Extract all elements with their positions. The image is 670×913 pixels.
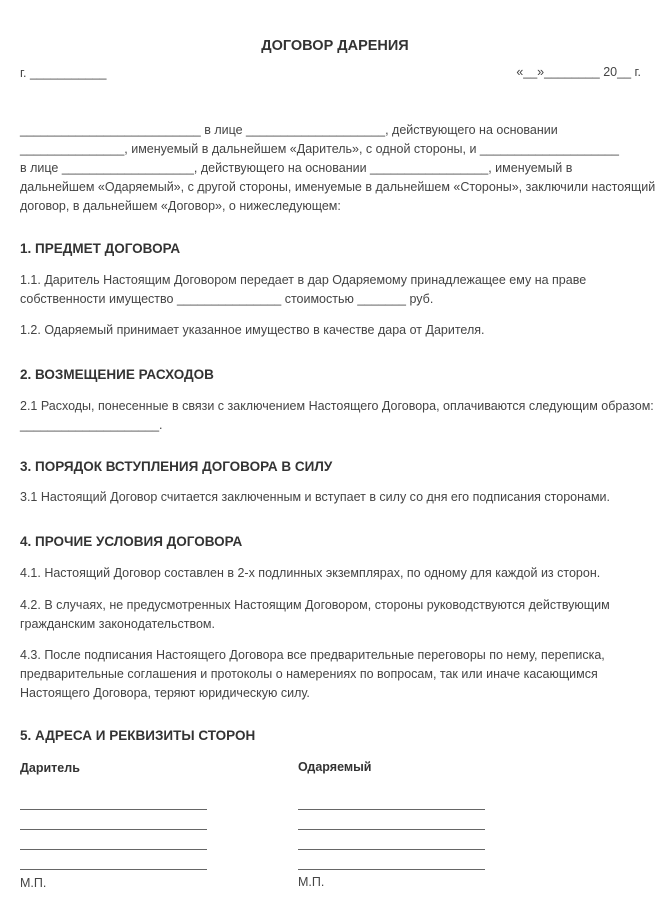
preamble-line: _______________, именуемый в дальнейшем «Даритель», с одной стороны, и ____________________: [20, 142, 619, 156]
giver-stamp: М.П.: [20, 876, 47, 890]
paragraph-line: 4.1. Настоящий Договор составлен в 2-х подлинных экземплярах, по одному для каждой из сторон.: [20, 566, 601, 580]
preamble-line: в лице ___________________, действующего на основании _________________, именуемый в: [20, 161, 573, 175]
giver-label: Даритель: [20, 761, 80, 775]
signature-line: [20, 869, 207, 870]
signature-line: [20, 829, 207, 830]
section-heading-1: 1. ПРЕДМЕТ ДОГОВОРА: [20, 241, 181, 256]
paragraph-line: собственности имущество _______________ стоимостью _______ руб.: [20, 292, 434, 306]
preamble-line: дальнейшем «Одаряемый», с другой стороны, именуемые в дальнейшем «Стороны», заключили настоящий: [20, 180, 656, 194]
signature-line: [298, 869, 485, 870]
section-heading-5: 5. АДРЕСА И РЕКВИЗИТЫ СТОРОН: [20, 728, 256, 743]
paragraph-line: 1.1. Даритель Настоящим Договором передает в дар Одаряемому принадлежащее ему на праве: [20, 273, 587, 287]
signature-line: [20, 809, 207, 810]
paragraph-line: гражданским законодательством.: [20, 617, 215, 631]
paragraph-line: 4.3. После подписания Настоящего Договора все предварительные переговоры по нему, переписка,: [20, 648, 605, 662]
paragraph-line: 4.2. В случаях, не предусмотренных Настоящим Договором, стороны руководствуются действующим: [20, 598, 610, 612]
paragraph-line: 3.1 Настоящий Договор считается заключенным и вступает в силу со дня его подписания сторонами.: [20, 490, 611, 504]
receiver-stamp: М.П.: [298, 875, 325, 889]
preamble-line: __________________________ в лице ____________________, действующего на основании: [20, 123, 558, 137]
city-field: г. ___________: [20, 66, 107, 80]
signature-line: [298, 829, 485, 830]
document-title: ДОГОВОР ДАРЕНИЯ: [261, 38, 409, 54]
signature-line: [298, 849, 485, 850]
paragraph-line: Настоящего Договора, теряют юридическую силу.: [20, 686, 310, 700]
preamble-line: договор, в дальнейшем «Договор», о нижеследующем:: [20, 199, 341, 213]
paragraph-line: предварительные соглашения и протоколы о намерениях по вопросам, так или иначе касающимся: [20, 667, 598, 681]
paragraph-line: ____________________.: [20, 418, 163, 432]
receiver-label: Одаряемый: [298, 760, 372, 774]
paragraph-line: 2.1 Расходы, понесенные в связи с заключением Настоящего Договора, оплачиваются следующим образом:: [20, 399, 654, 413]
date-field: «__»________ 20__ г.: [516, 65, 641, 79]
section-heading-2: 2. ВОЗМЕЩЕНИЕ РАСХОДОВ: [20, 367, 214, 382]
signature-line: [298, 809, 485, 810]
paragraph-line: 1.2. Одаряемый принимает указанное имущество в качестве дара от Дарителя.: [20, 323, 485, 337]
section-heading-3: 3. ПОРЯДОК ВСТУПЛЕНИЯ ДОГОВОРА В СИЛУ: [20, 459, 333, 474]
section-heading-4: 4. ПРОЧИЕ УСЛОВИЯ ДОГОВОРА: [20, 534, 243, 549]
signature-line: [20, 849, 207, 850]
